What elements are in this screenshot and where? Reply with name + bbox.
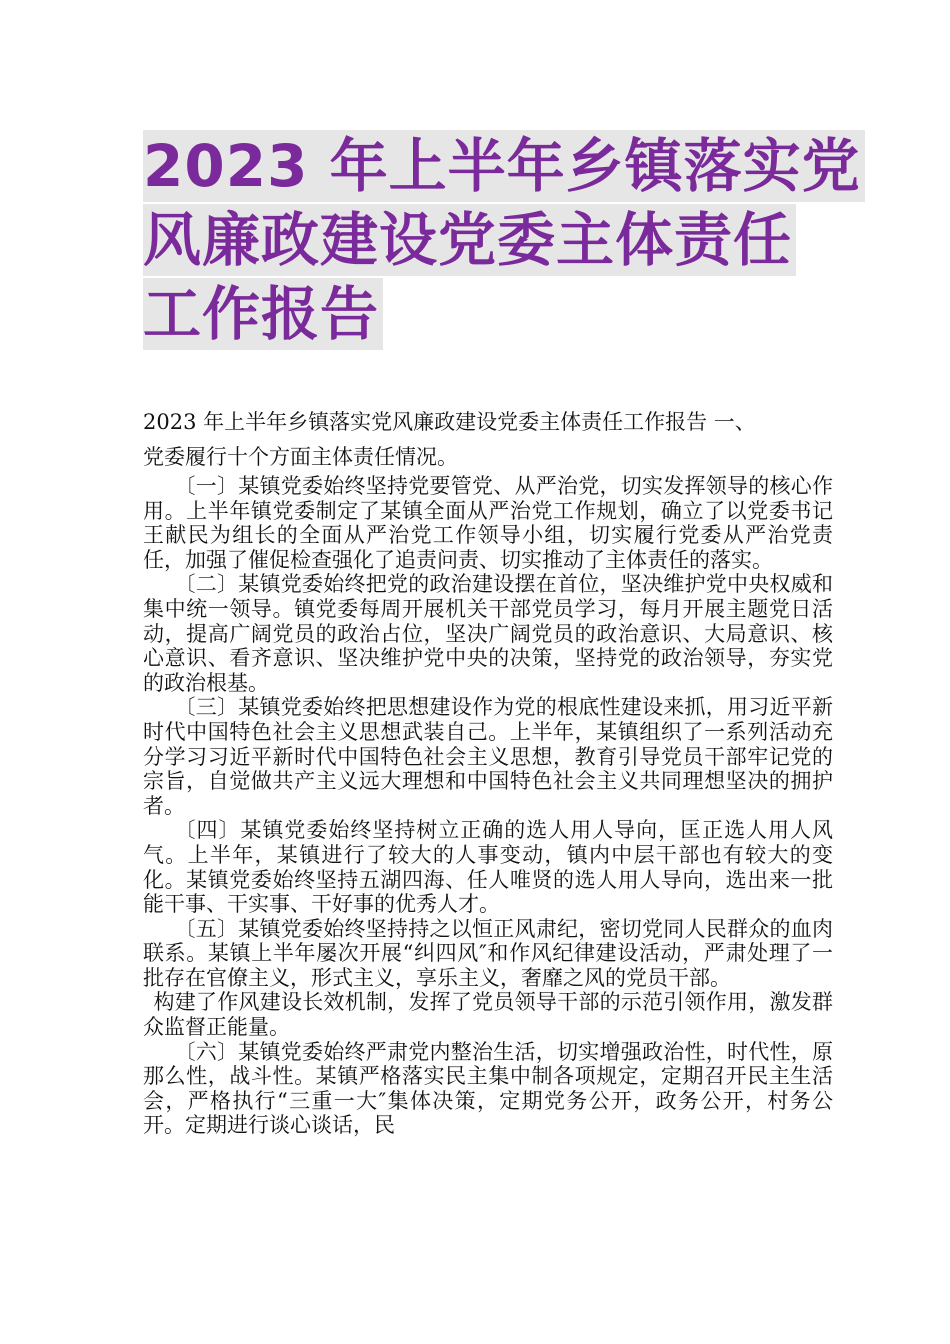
title-line-3: 工作报告 [143,278,383,350]
paragraph-4: 〔四〕某镇党委始终坚持树立正确的选人用人导向，匡正选人用人风气。上半年，某镇进行了较大的人事变动，镇内中层干部也有较大的变化。某镇党委始终坚持五湖四海、任人唯贤的选人用人导向，选出来一批能干事、干实事、干好事的优秀人才。 [143,818,833,917]
paragraph-3: 〔三〕某镇党委始终把思想建设作为党的根底性建设来抓，用习近平新时代中国特色社会主义思想武装自己。上半年，某镇组织了一系列活动充分学习习近平新时代中国特色社会主义思想，教育引导党员干部牢记党的宗旨，自觉做共产主义远大理想和中国特色社会主义共同理想坚决的拥护者。 [143,695,833,818]
paragraph-5-continued: 构建了作风建设长效机制，发挥了党员领导干部的示范引领作用，激发群众监督正能量。 [143,990,833,1040]
title-line-2: 风廉政建设党委主体责任 [143,204,796,276]
title-line-1: 2023 年上半年乡镇落实党 [143,130,865,202]
intro-line-2: 党委履行十个方面主体责任情况。 [143,445,458,469]
paragraph-5: 〔五〕某镇党委始终坚持持之以恒正风肃纪，密切党同人民群众的血肉联系。某镇上半年屡次开展“纠四风″和作风纪律建设活动，严肃处理了一批存在官僚主义，形式主义，享乐主义，奢靡之风的党员干部。 [143,916,833,990]
document-title [143,130,861,352]
document-body [143,402,833,1138]
paragraph-6: 〔六〕某镇党委始终严肃党内整治生活，切实增强政治性，时代性，原那么性，战斗性。某镇严格落实民主集中制各项规定，定期召开民主生活会，严格执行“三重一大″集体决策，定期党务公开，政务公开，村务公开。定期进行谈心谈话，民 [143,1039,833,1138]
paragraph-2: 〔二〕某镇党委始终把党的政治建设摆在首位，坚决维护党中央权威和集中统一领导。镇党委每周开展机关干部党员学习，每月开展主题党日活动，提高广阔党员的政治占位，坚决广阔党员的政治意识、大局意识、核心意识、看齐意识、坚决维护党中央的决策，坚持党的政治领导，夯实党的政治根基。 [143,572,833,695]
paragraph-1: 〔一〕某镇党委始终坚持党要管党、从严治党，切实发挥领导的核心作用。上半年镇党委制定了某镇全面从严治党工作规划，确立了以党委书记王献民为组长的全面从严治党工作领导小组，切实履行党委从严治党责任，加强了催促检查强化了追责问责、切实推动了主体责任的落实。 [143,474,833,572]
intro-line-1: 2023 年上半年乡镇落实党风廉政建设党委主体责任工作报告 一、 [143,410,756,434]
